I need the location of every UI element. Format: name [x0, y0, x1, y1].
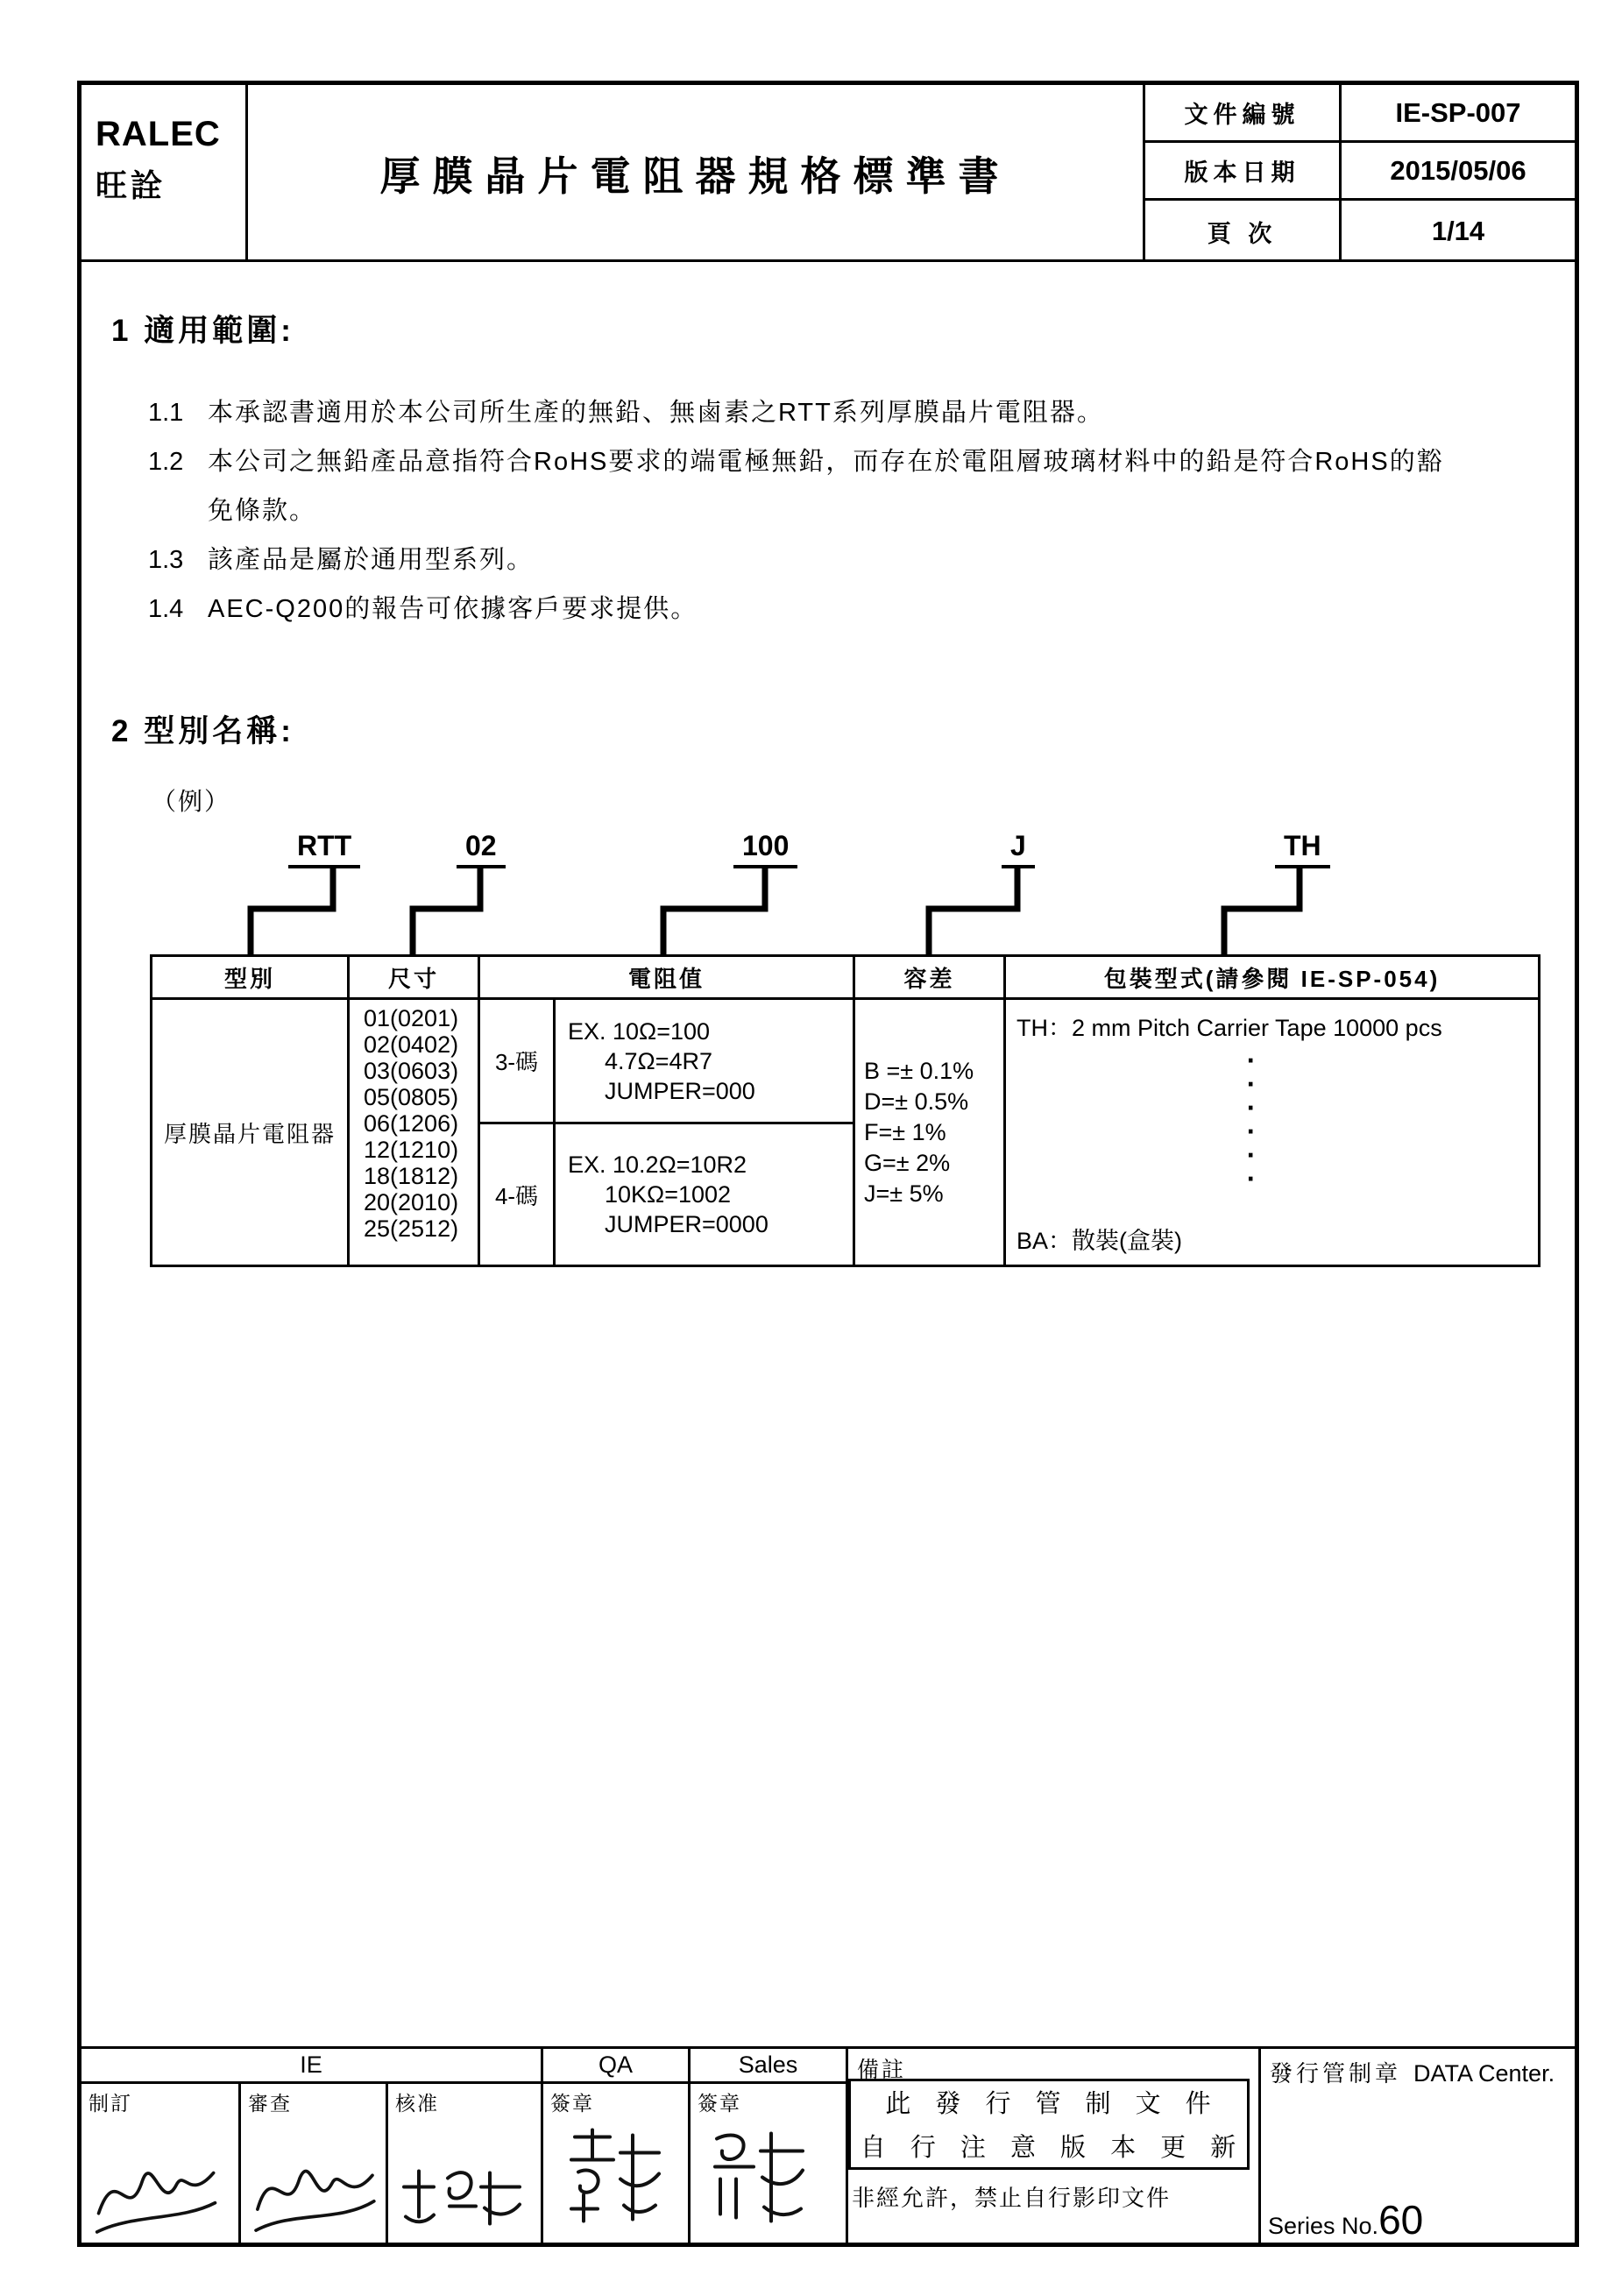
doc-number-value: IE-SP-007: [1342, 85, 1575, 143]
model-heading: 2 型別名稱:: [111, 714, 294, 748]
page-frame: [77, 81, 1579, 2247]
item-text: AEC-Q200的報告可依據客戶要求提供。: [208, 595, 698, 623]
resistance-examples-3: [555, 999, 854, 1123]
signature-scribble: [549, 2115, 680, 2242]
packaging-cell: [1005, 999, 1540, 1266]
column-header-packaging: 包裝型式(請參閱 IE-SP-054): [1005, 956, 1540, 999]
resistance-example: EX. 10.2Ω=10R2: [568, 1152, 747, 1178]
dot: ·: [1246, 1116, 1257, 1147]
size-item: 25(2512): [364, 1215, 459, 1242]
signature-scribble: [246, 2137, 382, 2242]
series-label: Series No.: [1268, 2213, 1379, 2239]
part-code-tolerance: J: [1002, 830, 1035, 868]
part-number-codes: [81, 830, 1575, 870]
company-logo: [81, 85, 248, 262]
tolerance-item: G=± 2%: [864, 1149, 951, 1176]
column-header-tolerance: 容差: [854, 956, 1005, 999]
part-code-resistance: 100: [733, 830, 797, 868]
scope-heading: 1 適用範圍:: [111, 314, 294, 348]
sign-label-sales: 簽章: [698, 2092, 741, 2115]
column-header-type: 型別: [152, 956, 349, 999]
version-date-label: 版本日期: [1145, 143, 1342, 201]
role-label-draft: 制訂: [89, 2092, 132, 2115]
resistance-examples-4: [555, 1123, 854, 1266]
sign-cell-draft: [81, 2084, 241, 2245]
company-name: RALEC: [96, 115, 221, 153]
column-header-size: 尺寸: [349, 956, 479, 999]
column-header-resistance: 電阻值: [479, 956, 854, 999]
tolerance-item: D=± 0.5%: [864, 1088, 969, 1115]
resistance-example: 10KΩ=1002: [605, 1181, 732, 1208]
dept-qa: QA: [543, 2049, 691, 2084]
remark-note: 非經允許，禁止自行影印文件: [852, 2185, 1172, 2211]
connector-lines: [81, 868, 1575, 956]
digit-label-3: 3-碼: [479, 999, 555, 1123]
item-number: 1.3: [148, 546, 184, 574]
scope-item: [148, 535, 1463, 585]
remark-line: 自 行 注 意 版 本 更 新: [860, 2134, 1238, 2162]
scope-item: [148, 437, 1463, 535]
size-item: 05(0805): [364, 1084, 459, 1110]
sign-cell-approve: [388, 2084, 543, 2245]
data-center-label: DATA Center.: [1413, 2060, 1555, 2087]
stamp-row: [1270, 2056, 1555, 2088]
scope-items: [148, 388, 1463, 634]
packaging-th: TH：2 mm Pitch Carrier Tape 10000 pcs: [1016, 1015, 1442, 1041]
scope-item: [148, 388, 1463, 437]
type-value: 厚膜晶片電阻器: [152, 999, 349, 1266]
size-list: [349, 999, 479, 1266]
item-number: 1.4: [148, 595, 184, 623]
remark-label: 備註: [857, 2058, 907, 2082]
size-item: 18(1812): [364, 1163, 459, 1189]
sign-cell-review: [241, 2084, 388, 2245]
doc-number-label: 文件編號: [1145, 85, 1342, 143]
sign-cell-qa: [543, 2084, 691, 2245]
header-table: [81, 85, 1575, 262]
dot: ·: [1246, 1163, 1257, 1194]
stamp-label: 發行管制章: [1270, 2060, 1402, 2087]
size-item: 02(0402): [364, 1031, 459, 1058]
example-label: （例）: [152, 788, 231, 815]
resistance-example: JUMPER=000: [605, 1077, 755, 1104]
dot: ·: [1246, 1139, 1257, 1171]
digit-label-4: 4-碼: [479, 1123, 555, 1266]
part-code-packaging: TH: [1275, 830, 1330, 868]
item-number: 1.2: [148, 448, 184, 476]
dot: ·: [1246, 1092, 1257, 1123]
size-item: 01(0201): [364, 1005, 459, 1031]
remark-line: 此 發 行 管 制 文 件: [885, 2090, 1213, 2118]
sign-cell-sales: [691, 2084, 848, 2245]
series-number: [1268, 2196, 1423, 2243]
tolerance-list: [854, 999, 1005, 1266]
role-label-approve: 核准: [395, 2092, 439, 2115]
tolerance-item: J=± 5%: [864, 1180, 944, 1207]
scope-item: [148, 585, 1463, 634]
item-text: 本承認書適用於本公司所生產的無鉛、無鹵素之RTT系列厚膜晶片電阻器。: [208, 399, 1104, 427]
page-number-value: 1/14: [1431, 216, 1485, 246]
size-item: 03(0603): [364, 1058, 459, 1084]
series-value: 60: [1378, 2197, 1424, 2243]
version-date-value: 2015/05/06: [1342, 143, 1575, 201]
remark-cell: [848, 2049, 1261, 2245]
remark-box: [848, 2079, 1250, 2170]
size-item: 20(2010): [364, 1189, 459, 1215]
sign-label-qa: 簽章: [550, 2092, 594, 2115]
approval-footer: [81, 2046, 1575, 2243]
signature-scribble: [393, 2150, 534, 2242]
resistance-example: EX. 10Ω=100: [568, 1017, 711, 1045]
part-code-size: 02: [457, 830, 506, 868]
dept-ie: IE: [81, 2049, 543, 2084]
dept-sales: Sales: [691, 2049, 848, 2084]
role-label-review: 審查: [248, 2092, 292, 2115]
tolerance-item: F=± 1%: [864, 1118, 946, 1145]
item-text: 本公司之無鉛產品意指符合RoHS要求的端電極無鉛，而存在於電阻層玻璃材料中的鉛是符合RoHS的豁免條款。: [208, 448, 1444, 525]
item-number: 1.1: [148, 399, 184, 427]
stamp-cell: [1261, 2049, 1575, 2245]
packaging-dots: [1241, 1045, 1262, 1194]
dot: ·: [1246, 1045, 1257, 1076]
size-item: 12(1210): [364, 1137, 459, 1163]
resistance-example: JUMPER=0000: [605, 1211, 769, 1237]
item-text: 該產品是屬於通用型系列。: [208, 546, 535, 574]
signature-scribble: [87, 2137, 227, 2242]
resistance-example: 4.7Ω=4R7: [605, 1047, 713, 1074]
signature-scribble: [696, 2115, 827, 2242]
page-number-label: 頁 次: [1145, 201, 1342, 262]
size-item: 06(1206): [364, 1110, 459, 1137]
packaging-ba: BA：散裝(盒裝): [1016, 1228, 1183, 1254]
part-code-series: RTT: [288, 830, 360, 868]
company-name-cn: 旺詮: [96, 167, 166, 203]
doc-title: 厚膜晶片電阻器規格標準書: [248, 85, 1145, 262]
spec-table: [150, 954, 1541, 1267]
dot: ·: [1246, 1068, 1257, 1100]
tolerance-item: B =± 0.1%: [864, 1057, 974, 1084]
